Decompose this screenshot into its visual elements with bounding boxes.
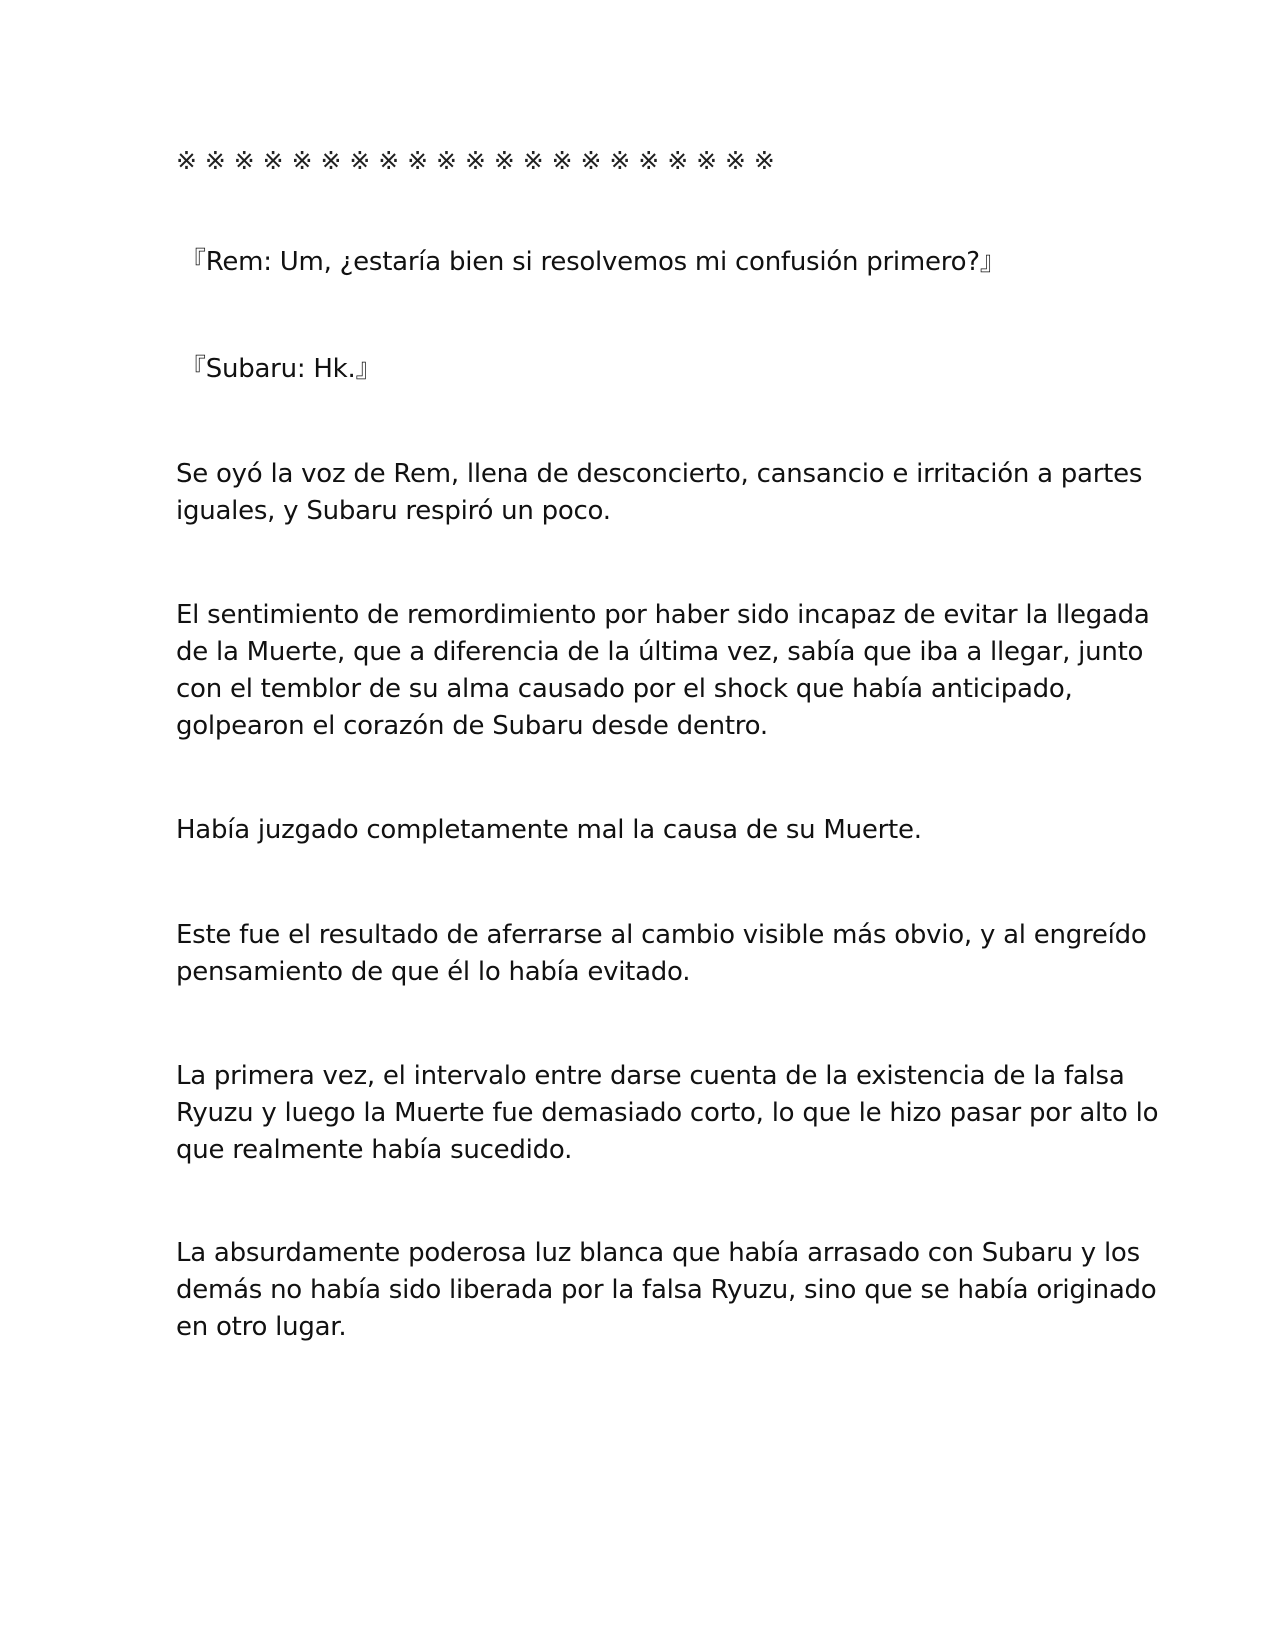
paragraph-line: con el temblor de su alma causado por el shock que había anticipado, (176, 674, 1073, 704)
paragraph-line: pensamiento de que él lo había evitado. (176, 957, 691, 987)
paragraph-line: El sentimiento de remordimiento por haber sido incapaz de evitar la llegada (176, 600, 1150, 630)
dialogue-line-subaru: 『Subaru: Hk.』 (180, 354, 382, 384)
paragraph-line: Se oyó la voz de Rem, llena de desconcierto, cansancio e irritación a partes (176, 459, 1143, 489)
scene-separator: ※ ※ ※ ※ ※ ※ ※ ※ ※ ※ ※ ※ ※ ※ ※ ※ ※ ※ ※ ※ ※ (176, 146, 775, 175)
paragraph-line: Ryuzu y luego la Muerte fue demasiado corto, lo que le hizo pasar por alto lo (176, 1098, 1159, 1128)
paragraph-line: La primera vez, el intervalo entre darse cuenta de la existencia de la falsa (176, 1061, 1125, 1091)
paragraph-2 (176, 597, 1150, 745)
paragraph-3 (176, 812, 1106, 849)
paragraph-line: Este fue el resultado de aferrarse al cambio visible más obvio, y al engreído (176, 920, 1147, 950)
paragraph-line: demás no había sido liberada por la falsa Ryuzu, sino que se había originado (176, 1275, 1157, 1305)
paragraph-5 (176, 1058, 1159, 1169)
paragraph-line: golpearon el corazón de Subaru desde dentro. (176, 711, 768, 741)
dialogue-line-rem: 『Rem: Um, ¿estaría bien si resolvemos mi confusión primero?』 (180, 247, 1006, 277)
paragraph-4 (176, 917, 1147, 991)
paragraph-line: de la Muerte, que a diferencia de la última vez, sabía que iba a llegar, junto (176, 637, 1144, 667)
paragraph-line: iguales, y Subaru respiró un poco. (176, 496, 611, 526)
paragraph-line: La absurdamente poderosa luz blanca que había arrasado con Subaru y los (176, 1238, 1140, 1268)
paragraph-6 (176, 1235, 1157, 1346)
paragraph-line: Había juzgado completamente mal la causa de su Muerte. (176, 815, 922, 845)
paragraph-line: que realmente había sucedido. (176, 1135, 573, 1165)
paragraph-1 (176, 456, 1143, 530)
paragraph-line: en otro lugar. (176, 1312, 347, 1342)
